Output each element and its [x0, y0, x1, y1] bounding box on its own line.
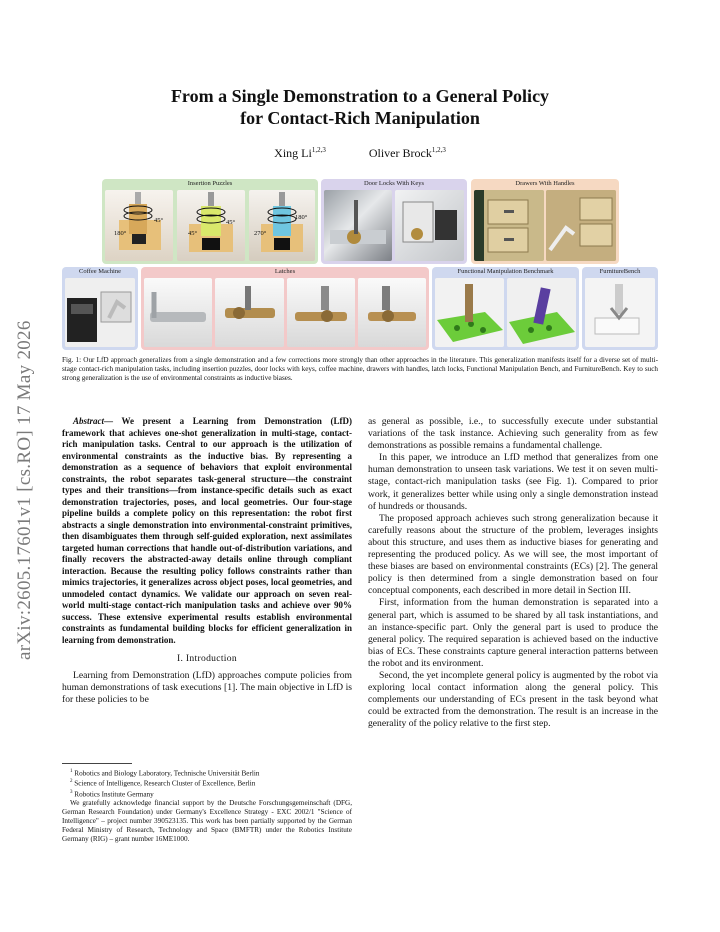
photo-insertion-1 [105, 190, 173, 261]
angle-label: 270° [254, 230, 267, 237]
panel-label: Drawers With Handles [515, 180, 575, 187]
panel-drawers [471, 179, 619, 264]
panel-insertion-puzzles [102, 179, 318, 264]
panel-label: Door Locks With Keys [363, 180, 425, 187]
author-1 [274, 146, 326, 160]
title-line-1: From a Single Demonstration to a General Policy [170, 86, 550, 106]
author-2-name: Oliver Brock [368, 146, 432, 160]
panel-label: Latches [274, 268, 296, 275]
angle-label: 180° [295, 214, 308, 221]
panel-label: Functional Manipulation Benchmark [457, 268, 554, 275]
footnotes [62, 768, 352, 843]
left-column [62, 416, 352, 706]
photo-insertion-3 [249, 190, 315, 261]
body-paragraph: as general as possible, i.e., to successfully execute under substantial variations of the task instance. Achieving such generality from as few demonstrations as possible remains a fundamental challenge. [368, 416, 658, 452]
panel-coffee-machine [62, 267, 138, 350]
footnote-marker: 3 [70, 789, 73, 795]
body-paragraph: First, information from the human demonstration is separated into a general part, which is assumed to be shared by all task instantiations, and an instance-specific part. Only the general part is used to produce the general policy. The required separation is achieved based on the inductive bias of ECs. These constraints capture general interaction patterns between the robot and its environment. [368, 597, 658, 669]
footnote-text: Science of Intelligence, Research Cluster of Excellence, Berlin [74, 779, 256, 788]
panel-latches [141, 267, 429, 350]
author-list [0, 146, 720, 161]
author-2 [369, 146, 446, 160]
abstract [62, 416, 352, 646]
footnote-text: We gratefully acknowledge financial support by the Deutsche Forschungsgemeinschaft (DFG, German Research Foundation) under Germany's Excellence Strategy - EXC 2002/1 "Science of Intelligence" – project number 390523135. This work has been partially supported by the German Federal Ministry of Research, Technology and Space (BMFTR) under the Robotics Institute Germany (RIG) – grant number 16ME1000. [62, 798, 352, 843]
paper-title [0, 85, 720, 129]
photo-latch-2 [215, 278, 284, 347]
footnote-marker: 1 [70, 769, 73, 774]
author-1-affil: 1,2,3 [311, 146, 326, 154]
footnote-text: Robotics Institute Germany [74, 789, 154, 798]
body-paragraph: The proposed approach achieves such strong generalization because it carefully reasons about the structure of the problem, leverages insights about this structure, and uses them as inductive biases for generating and representing the produced policy. As we will see, the most important of these biases are based on environmental constraints (ECs) [2]. The general policy is then determined from a single demonstration based on four conceptual components, each described in more detail in Section III. [368, 512, 658, 597]
footnote-rule [62, 763, 132, 764]
author-2-affil: 1,2,3 [431, 146, 446, 154]
photo-latch-4 [358, 278, 426, 347]
photo-drawer-2 [546, 190, 616, 261]
angle-label: 45° [188, 230, 198, 237]
photo-latch-3 [287, 278, 355, 347]
panel-functional-manipulation-benchmark [432, 267, 579, 350]
photo-coffee [65, 278, 135, 347]
abstract-label: Abstract [73, 416, 105, 426]
title-line-2: for Contact-Rich Manipulation [240, 108, 480, 128]
photo-drawer-1 [474, 190, 544, 261]
panel-label: Insertion Puzzles [187, 180, 233, 187]
footnote-3 [62, 789, 352, 799]
footnote-1 [62, 768, 352, 778]
photo-fmb-2 [507, 278, 576, 347]
angle-label: 180° [114, 230, 127, 237]
angle-label: 45° [226, 219, 236, 226]
panel-door-locks [321, 179, 467, 264]
photo-fmb-1 [435, 278, 504, 347]
footnote-marker: 2 [70, 779, 73, 785]
body-paragraph: Second, the yet incomplete general policy is augmented by the robot via exploring local contact information along the general policy. This complements our understanding of ECs present in the task beyond what could be extracted from the demonstration. The result is an increase in the generality of the policy relative to the first step. [368, 669, 658, 730]
panel-furniturebench [582, 267, 658, 350]
photo-latch-1 [144, 278, 212, 347]
arxiv-identifier: arXiv:2605.17601v1 [cs.RO] 17 May 2026 [14, 320, 35, 660]
photo-doorlock-1 [324, 190, 392, 261]
panel-label: FurnitureBench [599, 268, 641, 275]
footnote-funding [62, 799, 352, 844]
footnote-2 [62, 778, 352, 788]
photo-doorlock-2 [395, 190, 464, 261]
right-column [368, 416, 658, 730]
abstract-text: — We present a Learning from Demonstration (LfD) framework that achieves one-shot generalization in multi-stage, contact-rich manipulation tasks. Central to our approach is the utilization of environmental constraints as the inductive bias. By representing a demonstration as a sequence of behaviors that exploit environmental constraints, the robot separates task-general structure—the constraint types and their transitions—from instance-specific details such as exact demonstration trajectories, poses, and local geometries. Our four-stage pipeline builds a complete policy on this representation: the robot first abstracts a single demonstration into environmental-constraint primitives, then disambiguates them through self-guided exploration, next assimilates targeted human corrections that handle out-of-distribution variations, and finally recovers the abstracted-away details online through compliant interaction. Because the resulting policy follows constraints rather than mimics trajectories, it generalizes across object poses, local geometries, and unmodeled contact dynamics. We validate our approach on seven real-world multi-stage contact-rich manipulation tasks and achieve over 90% success. These extensive experimental results establish environmental constraints as fundamental building blocks for efficient generalization in learning from demonstration. [62, 416, 352, 645]
footnote-text: Robotics and Biology Laboratory, Technische Universität Berlin [74, 769, 260, 778]
section-heading-introduction: I. Introduction [177, 653, 237, 664]
photo-furniture [585, 278, 655, 347]
angle-label: 45° [154, 217, 164, 224]
body-paragraph: In this paper, we introduce an LfD method that generalizes from one human demonstration to unseen task variations. We test it on seven multi-stage, contact-rich manipulation tasks (see Fig. 1). Compared to prior work, it generalizes better while using only a single demonstration instead of hundreds or thousands. [368, 452, 658, 512]
figure-caption: Fig. 1: Our LfD approach generalizes from a single demonstration and a few corrections more strongly than other approaches in the literature. This generalization manifests itself for a diverse set of multi-stage contact-rich manipulation tasks, including insertion puzzles, door locks with keys, coffee machine, drawers with handles, latch locks, Functional Manipulation Bench, and FurnitureBench. Key to such strong generalization is the use of environmental constraints as inductive biases. [62, 356, 658, 382]
panel-label: Coffee Machine [79, 268, 121, 275]
author-1-name: Xing Li [274, 146, 312, 160]
intro-paragraph-1: Learning from Demonstration (LfD) approaches compute policies from human demonstrations of task executions [1]. The main objective in LfD is for these policies to be [62, 670, 352, 706]
